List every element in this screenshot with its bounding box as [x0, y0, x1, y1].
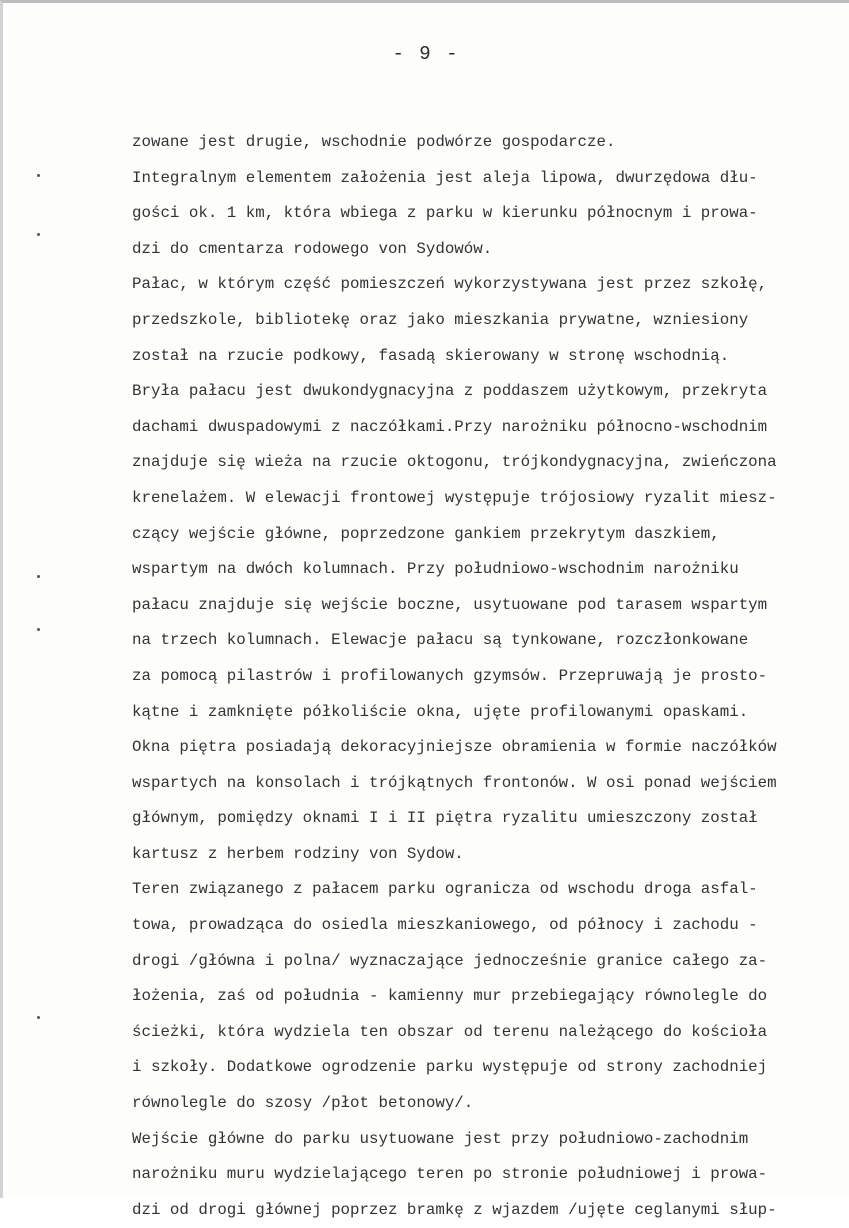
text-line: zowane jest drugie, wschodnie podwórze gospodarcze.: [132, 133, 616, 151]
text-line: znajduje się wieża na rzucie oktogonu, trójkondygnacyjna, zwieńczona: [132, 453, 777, 472]
text-line: został na rzucie podkowy, fasadą skierowany w stronę wschodnią.: [132, 346, 730, 365]
text-line: Integralnym elementem założenia jest aleja lipowa, dwurzędowa dłu-: [132, 168, 758, 187]
text-line: i szkoły. Dodatkowe ogrodzenie parku występuje od strony zachodniej: [132, 1058, 768, 1077]
page-number: - 9 -: [392, 43, 460, 65]
text-line: za pomocą pilastrów i profilowanych gzymsów. Przepruwają je prosto-: [132, 666, 768, 685]
text-line: Teren związanego z pałacem parku ogranicza od wschodu droga asfal-: [132, 880, 758, 899]
text-line: na trzech kolumnach. Elewacje pałacu są tynkowane, rozczłonkowane: [132, 631, 749, 650]
margin-mark: [37, 233, 40, 236]
text-line: dzi do cmentarza rodowego von Sydowów.: [132, 239, 493, 258]
text-line: wspartych na konsolach i trójkątnych frontonów. W osi ponad wejściem: [132, 773, 777, 792]
text-line: dzi od drogi głównej poprzez bramkę z wjazdem /ujęte ceglanymi słup-: [132, 1200, 777, 1219]
text-line: pałacu znajduje się wejście boczne, usytuowane pod tarasem wspartym: [132, 595, 768, 614]
text-line: równolegle do szosy /płot betonowy/.: [132, 1094, 474, 1113]
text-line: ścieżki, która wydziela ten obszar od terenu należącego do kościoła: [132, 1022, 768, 1041]
text-line: Pałac, w którym część pomieszczeń wykorzystywana jest przez szkołę,: [132, 275, 768, 294]
text-line: gości ok. 1 km, która wbiega z parku w kierunku północnym i prowa-: [132, 204, 758, 223]
text-line: towa, prowadząca do osiedla mieszkaniowego, od północy i zachodu -: [132, 916, 758, 935]
text-line: krenelażem. W elewacji frontowej występuje trójosiowy ryzalit miesz-: [132, 488, 777, 507]
text-line: Okna piętra posiadają dekoracyjniejsze obramienia w formie naczółków: [132, 738, 777, 757]
text-line: kątne i zamknięte półkoliście okna, ujęte profilowanymi opaskami.: [132, 702, 749, 721]
text-line: wspartym na dwóch kolumnach. Przy południowo-wschodnim narożniku: [132, 560, 739, 579]
text-line: Bryła pałacu jest dwukondygnacyjna z poddaszem użytkowym, przekryta: [132, 382, 768, 401]
body-text: [132, 125, 842, 1228]
margin-mark: [37, 575, 40, 578]
text-line: głównym, pomiędzy oknami I i II piętra ryzalitu umieszczony został: [132, 809, 758, 828]
margin-mark: [37, 628, 40, 631]
text-line: Wejście główne do parku usytuowane jest przy południowo-zachodnim: [132, 1129, 749, 1148]
margin-mark: [37, 1016, 40, 1019]
text-line: kartusz z herbem rodziny von Sydow.: [132, 844, 464, 863]
text-line: dachami dwuspadowymi z naczółkami.Przy narożniku północno-wschodnim: [132, 417, 768, 436]
text-line: czący wejście główne, poprzedzone gankiem przekrytym daszkiem,: [132, 524, 720, 543]
text-line: łożenia, zaś od południa - kamienny mur przebiegający równolegle do: [132, 987, 768, 1006]
text-line: drogi /główna i polna/ wyznaczające jednocześnie granice całego za-: [132, 951, 768, 970]
text-line: przedszkole, bibliotekę oraz jako mieszkania prywatne, wzniesiony: [132, 310, 749, 329]
text-line: narożniku muru wydzielającego teren po stronie południowej i prowa-: [132, 1165, 768, 1184]
margin-mark: [37, 174, 40, 177]
